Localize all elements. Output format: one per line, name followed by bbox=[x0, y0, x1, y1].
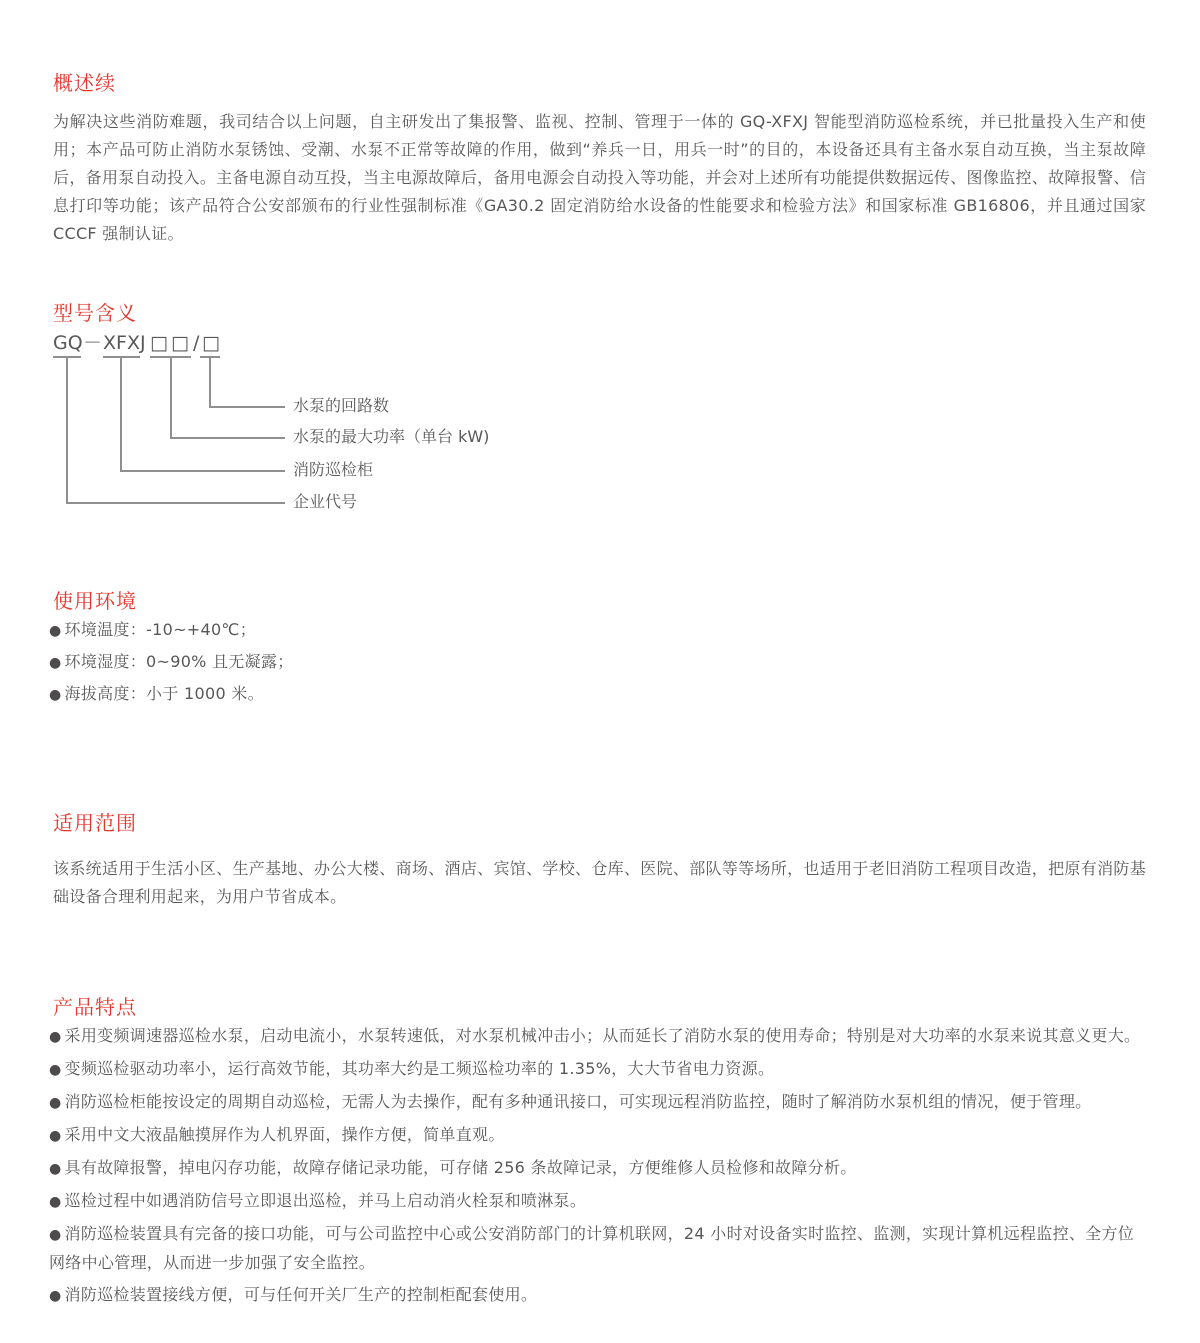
list-item bbox=[49, 1220, 1149, 1277]
list-item bbox=[49, 1088, 1149, 1117]
model-code-dash: － bbox=[83, 332, 103, 354]
section-heading-features: 产品特点 bbox=[53, 994, 137, 1019]
list-item bbox=[49, 1022, 1149, 1051]
list-item bbox=[49, 648, 1149, 677]
model-label-max-power: 水泵的最大功率（单台 kW) bbox=[293, 427, 490, 446]
section-heading-scope: 适用范围 bbox=[53, 810, 137, 835]
overview-paragraph: 为解决这些消防难题，我司结合以上问题，自主研发出了集报警、监视、控制、管理于一体的 GQ-XFXJ 智能型消防巡检系统，并已批量投入生产和使用；本产品可防止消防水泵锈蚀、受潮、水泵不正常等故障的作用，做到“养兵一日，用兵一时”的目的，本设备还具有主备水泵自动互换，当主泵故障后，备用泵自动投入。主备电源自动互投，当主电源故障后，备用电源会自动投入等功能，并会对上述所有功能提供数据远传、图像监控、故障报警、信息打印等功能；该产品符合公安部颁布的行业性强制标准《GA30.2 固定消防给水设备的性能要求和检验方法》和国家标准 GB16806，并且通过国家 CCCF 强制认证。 bbox=[53, 112, 1146, 243]
section-heading-model: 型号含义 bbox=[53, 300, 137, 325]
bullet-icon: ● bbox=[49, 1128, 62, 1144]
list-item bbox=[49, 1121, 1149, 1150]
bullet-icon: ● bbox=[49, 1062, 62, 1078]
environment-list bbox=[49, 616, 1149, 712]
section-heading-overview: 概述续 bbox=[53, 70, 116, 95]
bullet-icon: ● bbox=[49, 1029, 62, 1045]
model-code-power-boxes: □□ bbox=[150, 332, 192, 354]
bullet-icon: ● bbox=[49, 1194, 62, 1210]
connector-horizontal-power bbox=[170, 437, 285, 439]
bullet-icon: ● bbox=[49, 1288, 62, 1304]
connector-vertical-power bbox=[170, 356, 172, 439]
feature-item-text: 具有故障报警，掉电闪存功能，故障存储记录功能，可存储 256 条故障记录，方便维修人员检修和故障分析。 bbox=[64, 1158, 857, 1177]
list-item bbox=[49, 1281, 1149, 1310]
connector-horizontal-company bbox=[66, 502, 285, 504]
feature-item-text: 采用中文大液晶触摸屏作为人机界面，操作方便，简单直观。 bbox=[64, 1125, 505, 1144]
connector-horizontal-series bbox=[120, 470, 285, 472]
bullet-icon: ● bbox=[49, 1161, 62, 1177]
connector-vertical-loop bbox=[209, 356, 211, 408]
model-code-loop-box: □ bbox=[202, 332, 220, 354]
list-item bbox=[49, 1055, 1149, 1084]
list-item bbox=[49, 616, 1149, 645]
section-heading-environment: 使用环境 bbox=[53, 588, 137, 613]
connector-vertical-series bbox=[120, 356, 122, 472]
connector-vertical-company bbox=[66, 356, 68, 504]
model-code-series: XFXJ bbox=[103, 332, 146, 354]
environment-item-text: 环境湿度：0~90% 且无凝露； bbox=[64, 652, 294, 671]
feature-item-text: 采用变频调速器巡检水泵，启动电流小，水泵转速低，对水泵机械冲击小；从而延长了消防水泵的使用寿命；特别是对大功率的水泵来说其意义更大。 bbox=[64, 1026, 1141, 1045]
model-code-company: GQ bbox=[53, 332, 83, 354]
model-code-slash: / bbox=[193, 332, 200, 354]
bullet-icon: ● bbox=[49, 1227, 62, 1243]
feature-item-text: 消防巡检装置具有完备的接口功能，可与公司监控中心或公安消防部门的计算机联网，24 小时对设备实时监控、监测，实现计算机远程监控、全方位网络中心管理，从而进一步加强了安全监控。 bbox=[49, 1224, 1135, 1272]
features-list bbox=[49, 1022, 1149, 1314]
list-item bbox=[49, 1154, 1149, 1183]
bullet-icon: ● bbox=[49, 687, 62, 703]
feature-item-text: 消防巡检柜能按设定的周期自动巡检，无需人为去操作，配有多种通讯接口，可实现远程消防监控，随时了解消防水泵机组的情况，便于管理。 bbox=[64, 1092, 1092, 1111]
model-label-cabinet: 消防巡检柜 bbox=[293, 460, 374, 479]
model-label-company-code: 企业代号 bbox=[293, 492, 358, 511]
list-item bbox=[49, 680, 1149, 709]
bullet-icon: ● bbox=[49, 655, 62, 671]
model-label-loop-count: 水泵的回路数 bbox=[293, 396, 390, 415]
environment-item-text: 环境温度：-10~+40℃； bbox=[64, 620, 257, 639]
feature-item-text: 巡检过程中如遇消防信号立即退出巡检，并马上启动消火栓泵和喷淋泵。 bbox=[64, 1191, 587, 1210]
list-item bbox=[49, 1187, 1149, 1216]
bullet-icon: ● bbox=[49, 623, 62, 639]
bullet-icon: ● bbox=[49, 1095, 62, 1111]
environment-item-text: 海拔高度：小于 1000 米。 bbox=[64, 684, 264, 703]
scope-paragraph: 该系统适用于生活小区、生产基地、办公大楼、商场、酒店、宾馆、学校、仓库、医院、部队等等场所，也适用于老旧消防工程项目改造，把原有消防基础设备合理利用起来，为用户节省成本。 bbox=[53, 859, 1146, 906]
feature-item-text: 消防巡检装置接线方便，可与任何开关厂生产的控制柜配套使用。 bbox=[64, 1285, 538, 1304]
model-code-diagram bbox=[53, 330, 613, 525]
feature-item-text: 变频巡检驱动功率小，运行高效节能，其功率大约是工频巡检功率的 1.35%，大大节省电力资源。 bbox=[64, 1059, 775, 1078]
connector-horizontal-loop bbox=[209, 406, 285, 408]
